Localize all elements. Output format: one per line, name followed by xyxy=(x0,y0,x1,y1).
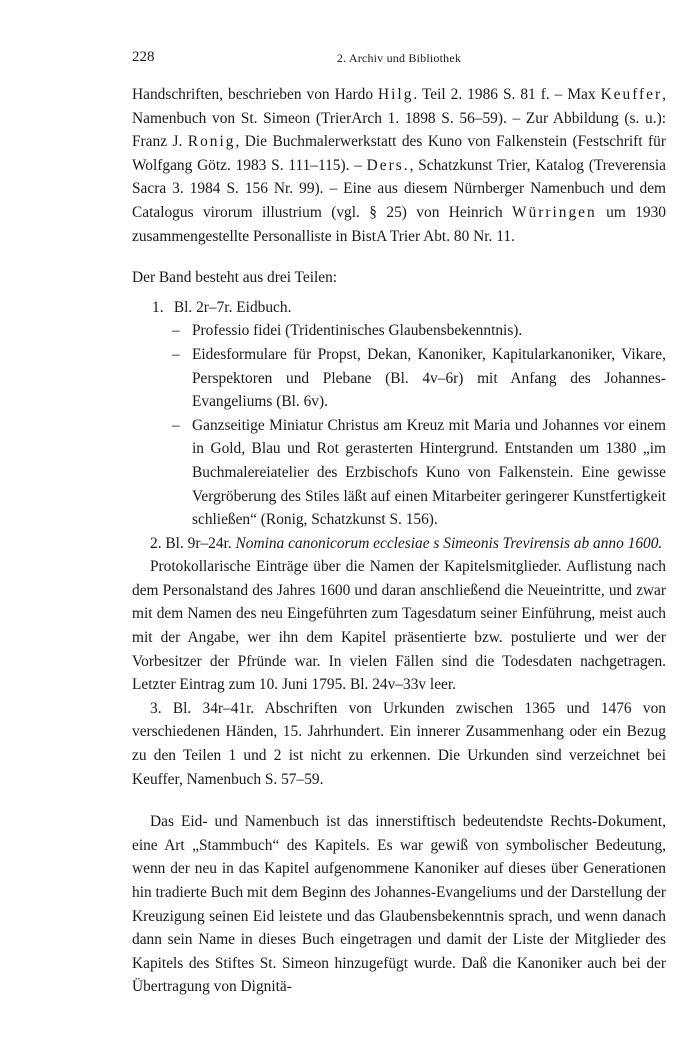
author-name: Würringen xyxy=(512,203,597,221)
intro-line: Der Band besteht aus drei Teilen: xyxy=(132,269,338,287)
bibliography-paragraph: Handschriften, beschrieben von Hardo Hilg. Teil 2. 1986 S. 81 f. – Max Keuffer, Namenbuch von St. Simeon (TrierArch 1. 1898 S. 56–59). – Zur Abbildung (s. u.): Franz J. Ronig, Die Buchmalerwerkstatt des Kuno von Falkenstein (Festschrift für Wolfgang Götz. 1983 S. 111–115). – Ders., Schatzkunst Trier, Katalog (Treverensia Sacra 3. 1984 S. 156 Nr. 99). – Eine aus diesem Nürnberger Namenbuch und dem Catalogus virorum illustrium (vgl. § 25) von Heinrich Würringen um 1930 zusammengestellte Personalliste in BistA Trier Abt. 80 Nr. 11. xyxy=(132,86,666,245)
running-title: 2. Archiv und Bibliothek xyxy=(336,51,462,65)
part-3-paragraph: 3. Bl. 34r–41r. Abschriften von Urkunden zwischen 1365 und 1476 von verschiedenen Händen, 15. Jahrhundert. Ein innerer Zusammenhang oder ein Bezug zu den Teilen 1 und 2 ist nicht zu erkennen. Die Urkunden sind verzeichnet bei Keuffer, Namenbuch S. 57–59. xyxy=(132,699,666,788)
author-name: Keuffer xyxy=(600,86,663,103)
list-item: – Ganzseitige Miniatur Christus am Kreuz mit Maria und Johannes vor einem in Gold, Blau und Rot gerasterten Hintergrund. Entstanden um 1380 „im Buchmalereiatelier des Erzbischofs Kuno von Falkenstein. Eine gewisse Vergröberung des Stiles läßt auf einen Mitarbeiter geringerer Kunstfertigkeit schließen“ (Ronig, Schatzkunst S. 156). xyxy=(172,416,666,529)
closing-paragraph: Das Eid- und Namenbuch ist das innerstiftisch bedeutendste Rechts-Dokument, eine Art „Stammbuch“ des Kapitels. Es war gewiß von symbolischer Bedeutung, wenn der neu in das Kapitel aufgenommene Kanoniker auf dieses über Generationen hin tradierte Buch mit dem Beginn des Johannes-Evangeliums und der Darstellung der Kreuzigung seinen Eid leistete und das Glaubensbekenntnis sprach, und wenn danach dann sein Name in dieses Buch eingetragen und damit der Liste der Mitglieder des Kapitels des Stiftes St. Simeon hinzugefügt wurde. Daß die Kanoniker auch bei der Übertragung von Dignitä- xyxy=(132,813,666,996)
part-1-heading: 1. Bl. 2r–7r. Eidbuch. xyxy=(152,298,292,316)
author-name: Ders. xyxy=(366,156,410,174)
list-item: – Professio fidei (Tridentinisches Glaubensbekenntnis). xyxy=(172,322,523,340)
page-number: 228 xyxy=(132,49,155,65)
list-item: – Eidesformulare für Propst, Dekan, Kanoniker, Kapitularkanoniker, Vikare, Perspektoren und Plebane (Bl. 4v–6r) mit Anfang des Johannes-Evangeliums (Bl. 6v). xyxy=(172,345,666,411)
author-name: Ronig xyxy=(187,133,236,151)
part-1-list xyxy=(172,319,666,531)
author-name: Hilg xyxy=(378,86,414,103)
part-2-heading: 2. Bl. 9r–24r. Nomina canonicorum ecclesiae s Simeonis Trevirensis ab anno 1600. xyxy=(150,534,663,552)
latin-title: Nomina canonicorum ecclesiae s Simeonis Trevirensis ab anno 1600. xyxy=(235,534,663,552)
part-2-body: Protokollarische Einträge über die Namen der Kapitelsmitglieder. Auflistung nach dem Personalstand des Jahres 1600 und daran anschließend die Neueintritte, und zwar mit dem Namen des neu Eingeführten zum Tagesdatum seiner Einführung, meist auch mit der Angabe, wer ihn dem Kapitel präsentierte bzw. postulierte und wer der Vorbesitzer der Pfründe war. In vielen Fällen sind die Todesdaten nachgetragen. Letzter Eintrag zum 10. Juni 1795. Bl. 24v–33v leer. xyxy=(132,558,666,694)
document-page xyxy=(132,46,666,999)
page-header xyxy=(132,46,666,70)
